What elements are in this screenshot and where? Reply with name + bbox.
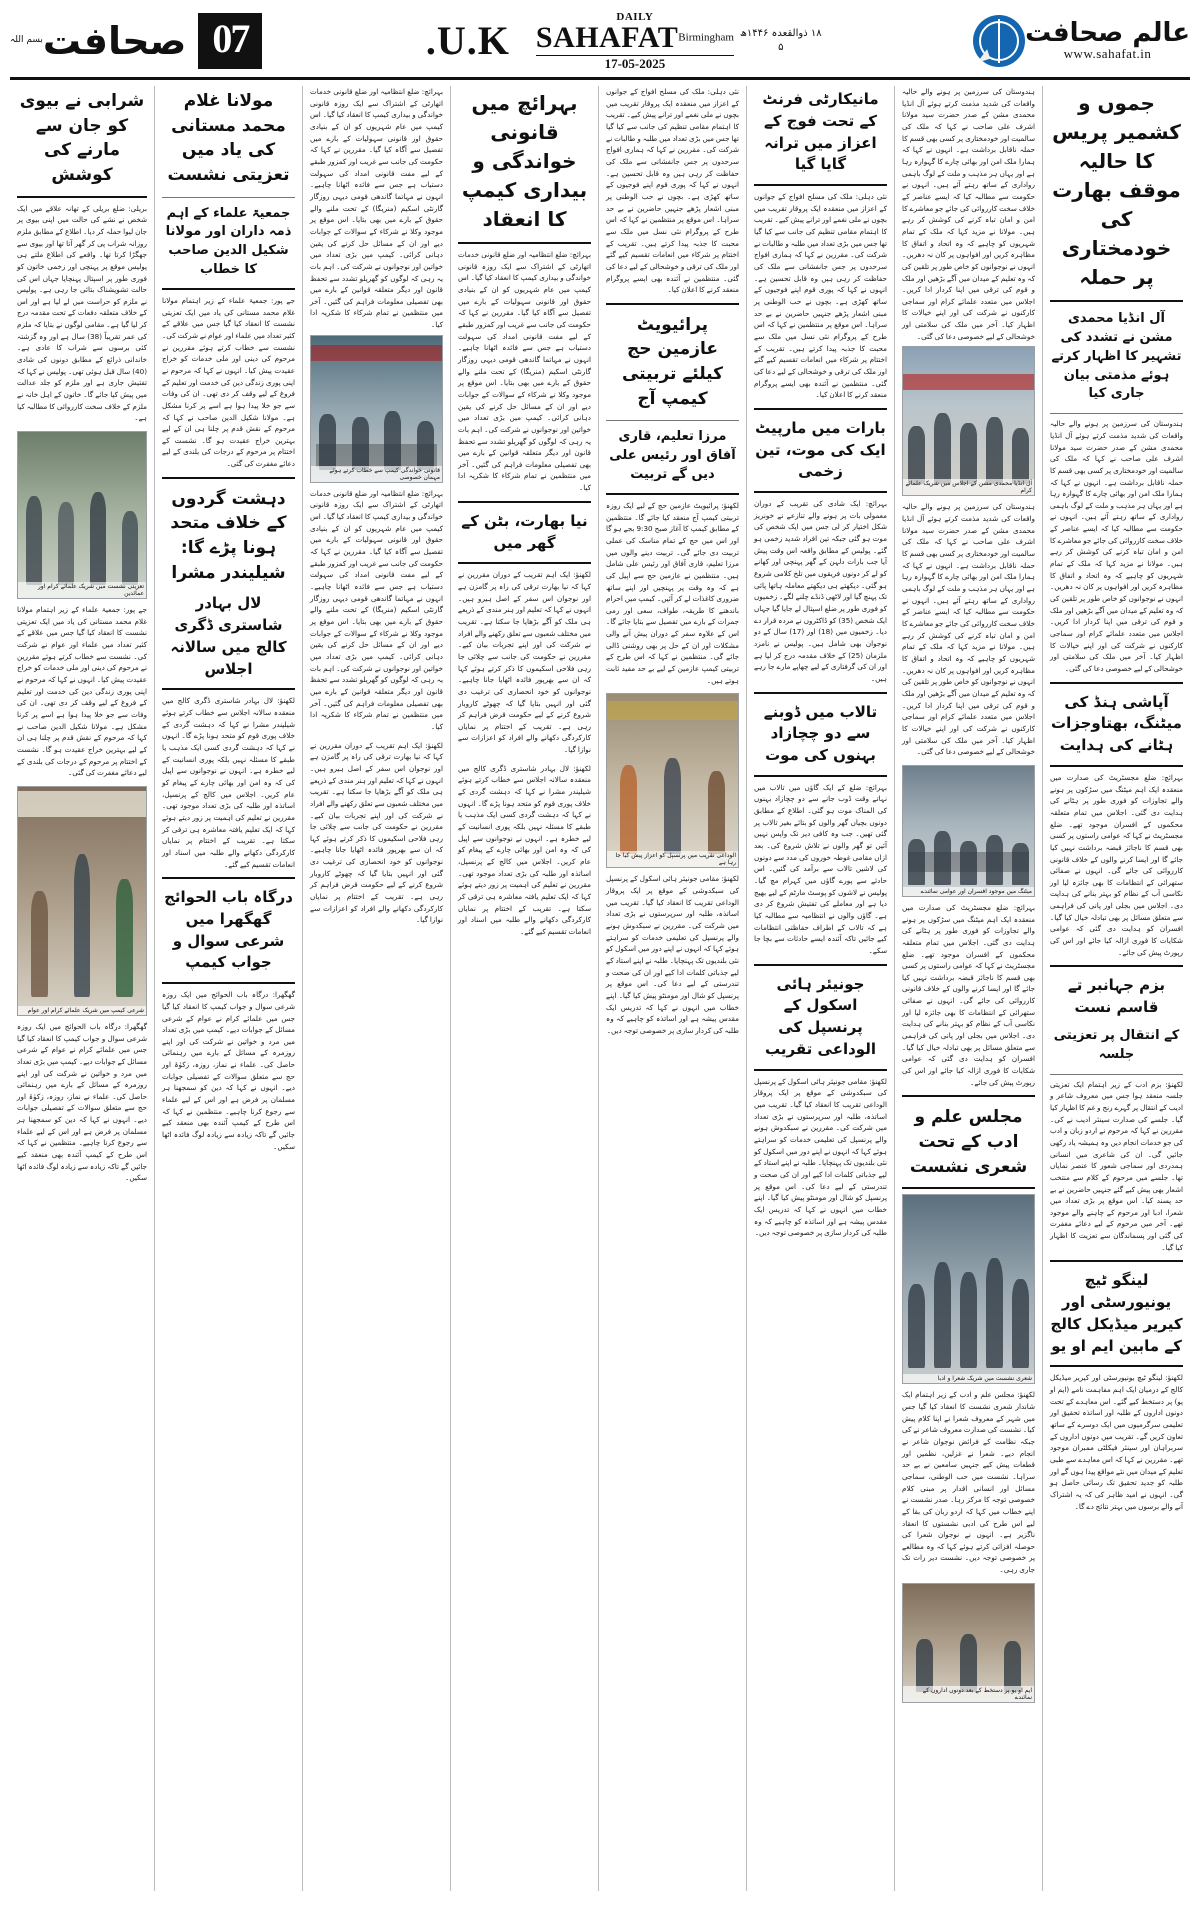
- article-a3-body-cont: بہرائچ: ضلع انتظامیہ اور ضلع قانونی خدمات اتھارٹی کے اشتراک سے ایک روزہ قانونی خواندگی و بیداری کیمپ کا انعقاد کیا گیا۔ اس کیمپ میں عام شہریوں کو ان کے بنیادی حقوق اور قانونی سہولیات کے بارے میں تفصیل سے آگاہ کیا گیا۔ مقررین نے کہا کہ حکومت کی جانب سے غریب اور کمزور طبقے کے لیے مفت قانونی امداد کی سہولت دستیاب ہے جس سے فائدہ اٹھانا چاہیے۔ انہوں نے مہاتما گاندھی قومی دیہی روزگار گارنٹی اسکیم (منریگا) کے تحت ملنے والے حقوق کے بارے میں بھی بتایا۔ اس موقع پر موجود وکلا نے شرکاء کے سوالات کے جوابات دیے اور ان کے مسائل حل کرنے کی یقین دہانی کرائی۔ کیمپ میں بڑی تعداد میں خواتین اور نوجوانوں نے شرکت کی۔ اہم بات یہ رہی کہ لوگوں کو گھریلو تشدد سے تحفظ قانون اور دیگر متعلقہ قوانین کے بارے میں بھی تفصیلی معلومات فراہم کی گئیں۔ آخر میں منتظمین نے تمام شرکاء کا شکریہ ادا کیا۔: [310, 87, 443, 330]
- issue-date: 17-05-2025: [536, 55, 734, 70]
- article-a9-photo-caption: تعزیتی نشست میں شریک علمائے کرام اور عمائدین: [18, 582, 146, 598]
- article-a5-photo-caption: میٹنگ میں موجود افسران اور عوامی نمائندے: [903, 887, 1034, 896]
- article-a6-headline: بارات میں مارپیٹ ایک کی موت، تین زخمی: [755, 418, 886, 481]
- column-5: [450, 86, 598, 1891]
- column-3: [746, 86, 894, 1891]
- article-a12: [754, 692, 887, 957]
- arrow-icon: [974, 49, 990, 63]
- article-a5-body: بہرائچ: ضلع مجسٹریٹ کی صدارت میں منعقدہ ایک اہم میٹنگ میں سڑکوں پر ہونے والے تجاوزات کو فوری طور پر ہٹانے کی ہدایت دی گئی۔ اجلاس میں تمام متعلقہ محکموں کے افسران موجود تھے۔ ضلع مجسٹریٹ نے کہا کہ عوامی راستوں پر کسی بھی قسم کا ناجائز قبضہ برداشت نہیں کیا جائے گا اور ایسا کرنے والوں کے خلاف قانونی کارروائی کی جائے گی۔ انہوں نے صفائی ستھرائی کے انتظامات کا بھی جائزہ لیا اور نکاسی آب کے نظام کو بہتر بنانے کی ہدایت دی۔ اجلاس میں بجلی اور پانی کی فراہمی سے متعلق مسائل پر بھی تبادلہ خیال کیا گیا۔ افسران کو ہدایت دی گئی کہ عوامی شکایات کا فوری ازالہ کیا جائے اور اس کی رپورٹ پیش کی جائے۔: [1050, 772, 1183, 957]
- article-a10: [1050, 965, 1183, 1253]
- website-url[interactable]: www.sahafat.in: [1063, 45, 1152, 61]
- city-label: Birmingham: [678, 31, 734, 44]
- urdu-nameplate-text: صحافت: [42, 18, 187, 63]
- urdu-nameplate: [42, 18, 198, 63]
- article-a14-body-cont: لکھنؤ: مقامی جونیئر ہائی اسکول کے پرنسپل کی سبکدوشی کے موقع پر ایک پروقار الوداعی تقریب کا انعقاد کیا گیا۔ تقریب میں اساتذہ، طلبہ اور سرپرستوں نے بڑی تعداد میں شرکت کی۔ مقررین نے سبکدوش ہونے والے پرنسپل کی تعلیمی خدمات کو سراہتے ہوئے کہا کہ انہوں نے اپنے دور میں اسکول کو نئی بلندیوں تک پہنچایا۔ طلبہ نے اپنے استاد کے لیے جذباتی کلمات ادا کیے اور ان کی صحت و تندرستی کے لیے دعا کی۔ اس موقع پر پرنسپل کو شال اور مومنٹو پیش کیا گیا۔ اپنے خطاب میں انہوں نے کہا کہ تدریس ایک مقدس پیشہ ہے اور اساتذہ کو چاہیے کہ وہ طلبہ کی کردار سازی پر خصوصی توجہ دیں۔: [606, 874, 739, 1035]
- masthead-center: [400, 12, 828, 70]
- article-a9-body-cont: جے پور: جمعیۃ علماء کے زیر اہتمام مولانا غلام محمد مستانی کی یاد میں ایک تعزیتی نشست کا انعقاد کیا گیا جس میں علاقے کے کثیر تعداد میں علماء اور عوام نے شرکت کی۔ نشست سے خطاب کرتے ہوئے مقررین نے مرحوم کی دینی اور ملی خدمات کو خراج عقیدت پیش کیا۔ انہوں نے کہا کہ مرحوم نے اپنی پوری زندگی دین کی خدمت اور تعلیم کے فروغ کے لیے وقف کر دی تھی۔ ان کی وفات سے جو خلا پیدا ہوا ہے اسے پر کرنا مشکل ہے۔ مولانا شکیل الدین صاحب نے کہا کہ مرحوم کے نقش قدم پر چلنا ہی ان کے لیے بہترین خراج عقیدت ہو گا۔ نشست کے اختتام پر مرحوم کے درجات کی بلندی کے لیے دعائے مغفرت کی گئی۔: [17, 605, 147, 778]
- article-a14-photo: [606, 693, 739, 868]
- article-a3-photo: [310, 335, 443, 483]
- article-a3-headline: بہرائچ میں قانونی خواندگی و بیداری کیمپ کا انعقاد: [461, 91, 588, 231]
- article-a14: [754, 964, 887, 1239]
- article-a14-cont: [606, 693, 739, 1036]
- article-a16: [1050, 1260, 1183, 1512]
- article-a4-body: بریلی: ضلع بریلی کے تھانہ علاقے میں ایک شخص نے نشے کی حالت میں اپنی بیوی پر جان لیوا حملہ کر دیا۔ اطلاع کے مطابق ملزم روزانہ شراب پی کر گھر آتا تھا اور بیوی سے جھگڑا کرتا تھا۔ واقعے کی اطلاع ملتے ہی پولیس موقع پر پہنچی اور زخمی خاتون کو فوری طور پر اسپتال پہنچایا جہاں اس کی حالت تشویشناک بتائی جا رہی ہے۔ پولیس نے ملزم کو حراست میں لے لیا ہے اور اس کے خلاف متعلقہ دفعات کے تحت مقدمہ درج کر لیا گیا ہے۔ مقامی لوگوں نے بتایا کہ ملزم کی عمر تقریباً (38) سال ہے اور وہ گزشتہ کئی برسوں سے شراب کا عادی ہے۔ خاندانی ذرائع کے مطابق دونوں کی شادی (40) سال قبل ہوئی تھی۔ پولیس نے کہا کہ تفتیش جاری ہے اور ملزم کو جلد عدالت میں پیش کیا جائے گا۔ خاتون کے اہل خانہ نے ملزم کے خلاف سخت کارروائی کا مطالبہ کیا ہے۔: [17, 203, 147, 423]
- hijri-line-2: ۵: [778, 41, 784, 53]
- hijri-date: [734, 27, 828, 54]
- article-a13-headline: دہشت گردوں کے خلاف متحد ہونا پڑے گا: شیلیندر مشرا: [170, 488, 287, 583]
- article-a16-cont: [902, 1583, 1035, 1703]
- article-a13-subhead: لال بہادر شاستری ڈگری کالج میں سالانہ اجلاس: [170, 594, 287, 678]
- masthead-right: [10, 13, 262, 69]
- article-a6-body: بہرائچ: ایک شادی کی تقریب کے دوران معمولی بات پر ہونے والے تنازعے نے خونریز شکل اختیار کر لی جس میں ایک شخص کی موت ہو گئی جبکہ تین افراد شدید زخمی ہو گئے۔ پولیس کے مطابق واقعہ اس وقت پیش آیا جب بارات دلہن کے گھر پہنچی اور کھانے کو لے کر دونوں فریقوں میں تلخ کلامی شروع ہو گئی۔ دیکھتے ہی دیکھتے معاملہ ہاتھا پائی تک پہنچ گیا اور لاٹھی ڈنڈے چلنے لگے۔ زخمیوں کو فوری طور پر ضلع اسپتال لے جایا گیا جہاں ایک شخص (35) کو ڈاکٹروں نے مردہ قرار دے دیا۔ زخمیوں میں (18) اور (17) سال کے دو نوجوان بھی شامل ہیں۔ پولیس نے نامزد ملزمان (25) کے خلاف مقدمہ درج کر لیا ہے اور ان کی گرفتاری کے لیے چھاپے مارے جا رہے ہیں۔: [754, 499, 887, 683]
- article-a3: [458, 86, 591, 494]
- article-a16-photo: [902, 1583, 1035, 1703]
- article-a12-headline: تالاب میں ڈوبنے سے دو چچازاد بہنوں کی موت: [763, 702, 878, 765]
- article-a3-cont: [310, 86, 443, 733]
- brand-arabic: عالم صحافت: [1025, 17, 1190, 48]
- article-a13-cont: [458, 763, 591, 938]
- article-a15-photo: [17, 786, 147, 1016]
- article-a1-subhead: آل انڈیا محمدی مشن نے تشدد کی تشہیر کا اظہار کرتے ہوئے مذمتی بیان جاری کیا: [1051, 311, 1182, 402]
- article-a8: [458, 501, 591, 756]
- article-a4: [17, 86, 147, 424]
- article-a15-cont: [17, 786, 147, 1184]
- article-a16-headline: لینگو ٹیچ یونیورسٹی اور کیریر میڈیکل کالج کے مابین ایم او یو: [1050, 1271, 1183, 1355]
- photo-figures: [903, 404, 1034, 484]
- article-a10-body: لکھنؤ: بزم ادب کے زیر اہتمام ایک تعزیتی جلسہ منعقد ہوا جس میں معروف شاعر و ادیب کے انتقال پر گہرے رنج و غم کا اظہار کیا گیا۔ جلسے کی صدارت سینئر ادیب نے کی۔ مقررین نے کہا کہ مرحوم نے اردو زبان و ادب کی جو خدمات انجام دیں وہ ہمیشہ یاد رکھی جائیں گی۔ ان کی شاعری میں انسانی ہمدردی اور سماجی شعور کا عنصر نمایاں تھا۔ جلسے میں مرحوم کے کلام سے منتخب اشعار بھی پیش کیے گئے جنہیں حاضرین نے بے حد پسند کیا۔ اس موقع پر بڑی تعداد میں شعرا، ادبا اور مرحوم کے چاہنے والے موجود تھے۔ آخر میں مرحوم کے لیے دعائے مغفرت کی گئی اور پسماندگان سے تعزیت کا اظہار کیا گیا۔: [1050, 1079, 1183, 1252]
- article-a16-photo-caption: ایم او یو پر دستخط کے بعد دونوں اداروں کے نمائندے: [903, 1686, 1034, 1702]
- article-a11: [902, 1095, 1035, 1575]
- daily-label: DAILY: [616, 10, 654, 23]
- article-a7-subhead: مرزا تعلیم، قاری آفاق اور رئیس علی دیں گے تربیت: [609, 429, 736, 483]
- article-a3-body: بہرائچ: ضلع انتظامیہ اور ضلع قانونی خدمات اتھارٹی کے اشتراک سے ایک روزہ قانونی خواندگی و بیداری کیمپ کا انعقاد کیا گیا۔ اس کیمپ میں عام شہریوں کو ان کے بنیادی حقوق اور قانونی سہولیات کے بارے میں تفصیل سے آگاہ کیا گیا۔ مقررین نے کہا کہ حکومت کی جانب سے غریب اور کمزور طبقے کے لیے مفت قانونی امداد کی سہولت دستیاب ہے جس سے فائدہ اٹھانا چاہیے۔ انہوں نے مہاتما گاندھی قومی دیہی روزگار گارنٹی اسکیم (منریگا) کے تحت ملنے والے حقوق کے بارے میں بھی بتایا۔ اس موقع پر موجود وکلا نے شرکاء کے سوالات کے جوابات دیے اور ان کے مسائل حل کرنے کی یقین دہانی کرائی۔ کیمپ میں بڑی تعداد میں خواتین اور نوجوانوں نے شرکت کی۔ اہم بات یہ رہی کہ لوگوں کو گھریلو تشدد سے تحفظ قانون اور دیگر متعلقہ قوانین کے بارے میں بھی تفصیلی معلومات فراہم کی گئیں۔ آخر میں منتظمین نے تمام شرکاء کا شکریہ ادا کیا۔: [458, 250, 591, 493]
- article-a2-headline: مانیکارٹی فرنٹ کے تحت فوج کے اعزاز میں ترانہ گایا گیا: [762, 90, 879, 174]
- article-a9-headline: مولانا غلام محمد مستانی کی یاد میں تعزیتی نشست: [167, 91, 290, 185]
- masthead: [10, 8, 1190, 80]
- article-a15-body-cont: گھگھرا: درگاہ باب الحوائج میں ایک روزہ شرعی سوال و جواب کیمپ کا انعقاد کیا گیا جس میں علمائے کرام نے عوام کے شرعی مسائل کے جوابات دیے۔ کیمپ میں بڑی تعداد میں مرد و خواتین نے شرکت کی اور اپنے روزمرہ کے مسائل کے بارے میں رہنمائی حاصل کی۔ علماء نے نماز، روزہ، زکوٰۃ اور حج سے متعلق سوالات کے تفصیلی جوابات دیے۔ انہوں نے کہا کہ دین کو سمجھنا ہر مسلمان پر فرض ہے اور اس کے لیے علماء سے رجوع کرنا چاہیے۔ منتظمین نے کہا کہ اس طرح کے کیمپ آئندہ بھی منعقد کیے جائیں گے تاکہ زیادہ سے زیادہ لوگ فائدہ اٹھا سکیں۔: [17, 1021, 147, 1183]
- article-a8-body: لکھنؤ: ایک اہم تقریب کے دوران مقررین نے کہا کہ نیا بھارت ترقی کی راہ پر گامزن ہے اور نوجوان اس سفر کے اصل ہیرو ہیں۔ انہوں نے کہا کہ تعلیم اور ہنر مندی کے ذریعے ہی ملک کو آگے بڑھایا جا سکتا ہے۔ تقریب میں مختلف شعبوں سے تعلق رکھنے والے افراد نے شرکت کی اور اپنے تجربات بیان کیے۔ مقررین نے حکومت کی جانب سے چلائی جا رہی فلاحی اسکیموں کا ذکر کرتے ہوئے کہا کہ ان سے بھرپور فائدہ اٹھایا جانا چاہیے۔ نوجوانوں کو خود انحصاری کی ترغیب دی گئی اور انہیں بتایا گیا کہ چھوٹے کاروبار شروع کرنے کے لیے حکومت قرض فراہم کر رہی ہے۔ تقریب کے اختتام پر نمایاں کارکردگی دکھانے والے افراد کو اعزازات سے نوازا گیا۔: [458, 570, 591, 755]
- daily-sahafat-logo: [536, 12, 734, 70]
- article-a15-headline: درگاہ باب الحوائج گھگھرا میں شرعی سوال و جواب کیمپ: [164, 888, 293, 972]
- article-a1-photo-caption: آل انڈیا محمدی مشن کے اجلاس میں شریک علمائے کرام: [903, 479, 1034, 495]
- article-a11-headline: مجلس علم و ادب کے تحت شعری نشست: [909, 1107, 1028, 1177]
- column-2: [894, 86, 1042, 1891]
- brand-block: [1025, 17, 1190, 62]
- article-a13: [162, 477, 295, 870]
- article-a15-photo-caption: شرعی کیمپ میں شریک علمائے کرام اور عوام: [18, 1006, 146, 1015]
- article-a1: [1050, 86, 1183, 675]
- article-a1-headline: جموں و کشمیر پریس کا حالیہ موقف بھارت کی خودمختاری پر حملہ: [1052, 91, 1181, 289]
- article-a10-subhead: کے انتقال پر تعزیتی جلسہ: [1053, 1027, 1180, 1062]
- article-a10-headline: بزم جہانبر تے قاسم نست: [1067, 976, 1166, 1017]
- masthead-left: [965, 15, 1190, 67]
- article-a1-photo: [902, 346, 1035, 496]
- article-a5-body-cont: بہرائچ: ضلع مجسٹریٹ کی صدارت میں منعقدہ ایک اہم میٹنگ میں سڑکوں پر ہونے والے تجاوزات کو فوری طور پر ہٹانے کی ہدایت دی گئی۔ اجلاس میں تمام متعلقہ محکموں کے افسران موجود تھے۔ ضلع مجسٹریٹ نے کہا کہ عوامی راستوں پر کسی بھی قسم کا ناجائز قبضہ برداشت نہیں کیا جائے گا اور ایسا کرنے والوں کے خلاف قانونی کارروائی کی جائے گی۔ انہوں نے صفائی ستھرائی کے انتظامات کا بھی جائزہ لیا اور نکاسی آب کے نظام کو بہتر بنانے کی ہدایت دی۔ اجلاس میں بجلی اور پانی کی فراہمی سے متعلق مسائل پر بھی تبادلہ خیال کیا گیا۔ افسران کو ہدایت دی گئی کہ عوامی شکایات کا فوری ازالہ کیا جائے اور اس کی رپورٹ پیش کی جائے۔: [902, 902, 1035, 1087]
- article-a1-body-cont: ہندوستان کی سرزمین پر ہونے والے حالیہ واقعات کی شدید مذمت کرتے ہوئے آل انڈیا محمدی مشن کے صدر حضرت سید مولانا اشرف علی صاحب نے کہا کہ ملک کی سالمیت اور خودمختاری پر کسی بھی قسم کا حملہ ناقابل برداشت ہے۔ انہوں نے کہا کہ ہمارا ملک امن اور بھائی چارے کا گہوارہ رہا ہے اور یہاں ہر مذہب و ملت کے لوگ باہمی رواداری کے ساتھ رہتے آئے ہیں۔ انہوں نے حکومت سے مطالبہ کیا کہ ایسے عناصر کے خلاف سخت کارروائی کی جائے جو معاشرے کا امن و امان تباہ کرنے کی کوشش کر رہے ہیں۔ مولانا نے مزید کہا کہ ملک کے تمام شہریوں کو چاہیے کہ وہ اتحاد و اتفاق کا مظاہرہ کریں اور افواہوں پر کان نہ دھریں۔ انہوں نے نوجوانوں کو خاص طور پر تلقین کی کہ وہ تعلیم کے میدان میں آگے بڑھیں اور ملک و قوم کی ترقی میں اپنا کردار ادا کریں۔ اجلاس میں متعدد علمائے کرام اور سماجی کارکنوں نے شرکت کی اور اپنے خیالات کا اظہار کیا۔ آخر میں ملک کی سلامتی اور خوشحالی کے لیے خصوصی دعا کی گئی۔: [902, 87, 1035, 341]
- article-a5-photo: [902, 765, 1035, 897]
- article-a8-body-cont: لکھنؤ: ایک اہم تقریب کے دوران مقررین نے کہا کہ نیا بھارت ترقی کی راہ پر گامزن ہے اور نوجوان اس سفر کے اصل ہیرو ہیں۔ انہوں نے کہا کہ تعلیم اور ہنر مندی کے ذریعے ہی ملک کو آگے بڑھایا جا سکتا ہے۔ تقریب میں مختلف شعبوں سے تعلق رکھنے والے افراد نے شرکت کی اور اپنے تجربات بیان کیے۔ مقررین نے حکومت کی جانب سے چلائی جا رہی فلاحی اسکیموں کا ذکر کرتے ہوئے کہا کہ ان سے بھرپور فائدہ اٹھایا جانا چاہیے۔ نوجوانوں کو خود انحصاری کی ترغیب دی گئی اور انہیں بتایا گیا کہ چھوٹے کاروبار شروع کرنے کے لیے حکومت قرض فراہم کر رہی ہے۔ تقریب کے اختتام پر نمایاں کارکردگی دکھانے والے افراد کو اعزازات سے نوازا گیا۔: [310, 740, 443, 925]
- column-7: [154, 86, 302, 1891]
- article-a1-cont: [902, 86, 1035, 758]
- article-a9-subhead: جمعیۃ علماء کے اہم ذمہ داران اور مولانا شکیل الدین صاحب کا خطاب: [165, 205, 292, 278]
- article-a9-cont: [17, 431, 147, 779]
- column-8: [10, 86, 154, 1891]
- article-a16-body: لکھنؤ: لینگو ٹیچ یونیورسٹی اور کیریر میڈیکل کالج کے درمیان ایک اہم مفاہمت نامے (ایم او یو) پر دستخط کیے گئے۔ اس معاہدے کے تحت دونوں اداروں کے طلبہ اور اساتذہ تحقیق اور تعلیمی سرگرمیوں میں ایک دوسرے کے ساتھ تعاون کریں گے۔ تقریب میں دونوں اداروں کے سربراہان اور سینئر فیکلٹی ممبران موجود تھے۔ مقررین نے کہا کہ اس معاہدے سے طبی تعلیم کے میدان میں نئے مواقع پیدا ہوں گے اور طلبہ کو جدید تحقیق تک رسائی حاصل ہو گی۔ انہوں نے امید ظاہر کی کہ یہ اشتراک آنے والے برسوں میں بہتر نتائج دے گا۔: [1050, 1373, 1183, 1511]
- section-title: U.K.: [425, 18, 510, 63]
- article-a9-photo: [17, 431, 147, 599]
- article-a8-cont: [310, 740, 443, 927]
- article-a7-headline: پرائیویٹ عازمین حج کیلئے تربیتی کیمپ آج: [621, 314, 723, 409]
- article-a5-headline: آپاشی ہنڈ کی میٹنگ، بھتاوجزات ہٹانے کی ہدایت: [1051, 692, 1182, 755]
- page-number: 07: [198, 13, 262, 69]
- article-a11-photo-caption: شعری نشست میں شریک شعرا و ادبا: [903, 1374, 1034, 1383]
- article-a2: [754, 86, 887, 401]
- article-a9: [162, 86, 295, 470]
- article-a4-headline: شرابی نے بیوی کو جان سے مارنے کی کوشش: [19, 91, 145, 185]
- article-a14-headline: جونیئر ہائی اسکول کے پرنسپل کی الوداعی تقریب: [765, 974, 876, 1058]
- column-4: [598, 86, 746, 1891]
- hijri-line-1: ۱۸ ذوالقعدہ ۱۴۴۶ھ: [739, 28, 822, 39]
- column-1: [1042, 86, 1190, 1891]
- article-a5: [1050, 682, 1183, 959]
- article-a1-body: ہندوستان کی سرزمین پر ہونے والے حالیہ واقعات کی شدید مذمت کرتے ہوئے آل انڈیا محمدی مشن کے صدر حضرت سید مولانا اشرف علی صاحب نے کہا کہ ملک کی سالمیت اور خودمختاری پر کسی بھی قسم کا حملہ ناقابل برداشت ہے۔ انہوں نے کہا کہ ہمارا ملک امن اور بھائی چارے کا گہوارہ رہا ہے اور یہاں ہر مذہب و ملت کے لوگ باہمی رواداری کے ساتھ رہتے آئے ہیں۔ انہوں نے حکومت سے مطالبہ کیا کہ ایسے عناصر کے خلاف سخت کارروائی کی جائے جو معاشرے کا امن و امان تباہ کرنے کی کوشش کر رہے ہیں۔ مولانا نے مزید کہا کہ ملک کے تمام شہریوں کو چاہیے کہ وہ اتحاد و اتفاق کا مظاہرہ کریں اور افواہوں پر کان نہ دھریں۔ انہوں نے نوجوانوں کو خاص طور پر تلقین کی کہ وہ تعلیم کے میدان میں آگے بڑھیں اور ملک و قوم کی ترقی میں اپنا کردار ادا کریں۔ اجلاس میں متعدد علمائے کرام اور سماجی کارکنوں نے شرکت کی اور اپنے خیالات کا اظہار کیا۔ آخر میں ملک کی سلامتی اور خوشحالی کے لیے خصوصی دعا کی گئی۔: [1050, 419, 1183, 673]
- article-a13-body: لکھنؤ: لال بہادر شاستری ڈگری کالج میں منعقدہ سالانہ اجلاس سے خطاب کرتے ہوئے شیلیندر مشرا نے کہا کہ دہشت گردی کے خلاف پوری قوم کو متحد ہونا پڑے گا۔ انہوں نے کہا کہ دہشت گردی کسی ایک مذہب یا طبقے کا مسئلہ نہیں بلکہ پوری انسانیت کے لیے خطرہ ہے۔ انہوں نے نوجوانوں سے اپیل کی کہ وہ امن اور بھائی چارے کے پیغام کو عام کریں۔ اجلاس میں کالج کے پرنسپل، اساتذہ اور طلبہ کی بڑی تعداد موجود تھی۔ مقررین نے تعلیم کی اہمیت پر زور دیتے ہوئے کہا کہ ایک تعلیم یافتہ معاشرہ ہی ترقی کر سکتا ہے۔ تقریب کے اختتام پر نمایاں کارکردگی دکھانے والے طلبہ میں اسناد اور انعامات تقسیم کیے گئے۔: [162, 696, 295, 869]
- article-a9-body: جے پور: جمعیۃ علماء کے زیر اہتمام مولانا غلام محمد مستانی کی یاد میں ایک تعزیتی نشست کا انعقاد کیا گیا جس میں علاقے کے کثیر تعداد میں علماء اور عوام نے شرکت کی۔ نشست سے خطاب کرتے ہوئے مقررین نے مرحوم کی دینی اور ملی خدمات کو خراج عقیدت پیش کیا۔ انہوں نے کہا کہ مرحوم نے اپنی پوری زندگی دین کی خدمت اور تعلیم کے فروغ کے لیے وقف کر دی تھی۔ ان کی وفات سے جو خلا پیدا ہوا ہے اسے پر کرنا مشکل ہے۔ مولانا شکیل الدین صاحب نے کہا کہ مرحوم کے نقش قدم پر چلنا ہی ان کے لیے بہترین خراج عقیدت ہو گا۔ نشست کے اختتام پر مرحوم کے درجات کی بلندی کے لیے دعائے مغفرت کی گئی۔: [162, 295, 295, 469]
- globe-icon: [973, 15, 1025, 67]
- urdu-nameplate-sub: بسم اللہ: [10, 34, 43, 45]
- article-a14-body: لکھنؤ: مقامی جونیئر ہائی اسکول کے پرنسپل کی سبکدوشی کے موقع پر ایک پروقار الوداعی تقریب کا انعقاد کیا گیا۔ تقریب میں اساتذہ، طلبہ اور سرپرستوں نے بڑی تعداد میں شرکت کی۔ مقررین نے سبکدوش ہونے والے پرنسپل کی تعلیمی خدمات کو سراہتے ہوئے کہا کہ انہوں نے اپنے دور میں اسکول کو نئی بلندیوں تک پہنچایا۔ طلبہ نے اپنے استاد کے لیے جذباتی کلمات ادا کیے اور ان کی صحت و تندرستی کے لیے دعا کی۔ اس موقع پر پرنسپل کو شال اور مومنٹو پیش کیا گیا۔ اپنے خطاب میں انہوں نے کہا کہ تدریس ایک مقدس پیشہ ہے اور اساتذہ کو چاہیے کہ وہ طلبہ کی کردار سازی پر خصوصی توجہ دیں۔: [754, 1076, 887, 1238]
- article-a6: [754, 408, 887, 685]
- article-a13-body-cont: لکھنؤ: لال بہادر شاستری ڈگری کالج میں منعقدہ سالانہ اجلاس سے خطاب کرتے ہوئے شیلیندر مشرا نے کہا کہ دہشت گردی کے خلاف پوری قوم کو متحد ہونا پڑے گا۔ انہوں نے کہا کہ دہشت گردی کسی ایک مذہب یا طبقے کا مسئلہ نہیں بلکہ پوری انسانیت کے لیے خطرہ ہے۔ انہوں نے نوجوانوں سے اپیل کی کہ وہ امن اور بھائی چارے کے پیغام کو عام کریں۔ اجلاس میں کالج کے پرنسپل، اساتذہ اور طلبہ کی بڑی تعداد موجود تھی۔ مقررین نے تعلیم کی اہمیت پر زور دیتے ہوئے کہا کہ ایک تعلیم یافتہ معاشرہ ہی ترقی کر سکتا ہے۔ تقریب کے اختتام پر نمایاں کارکردگی دکھانے والے طلبہ میں اسناد اور انعامات تقسیم کیے گئے۔: [458, 763, 591, 936]
- article-a2-body: نئی دہلی: ملک کی مسلح افواج کے جوانوں کے اعزاز میں منعقدہ ایک پروقار تقریب میں بچوں نے ملی نغمے اور ترانے پیش کیے۔ تقریب کا اہتمام مقامی تنظیم کی جانب سے کیا گیا تھا جس میں بڑی تعداد میں طلبہ و طالبات نے شرکت کی۔ مقررین نے کہا کہ ہماری افواج سرحدوں پر جس جانفشانی سے ملک کی حفاظت کر رہی ہیں وہ قابل تحسین ہے۔ انہوں نے کہا کہ پوری قوم اپنے فوجیوں کے ساتھ کھڑی ہے۔ بچوں نے حب الوطنی پر مبنی اشعار پڑھے جنہیں حاضرین نے بے حد سراہا۔ اس موقع پر منتظمین نے کہا کہ اس طرح کے پروگرام نئی نسل میں ملک سے محبت کا جذبہ پیدا کرتے ہیں۔ تقریب کے اختتام پر شرکاء میں انعامات تقسیم کیے گئے اور ملک کی ترقی و خوشحالی کے لیے دعا کی گئی۔ منتظمین نے آئندہ بھی ایسے پروگرام منعقد کرنے کا اعلان کیا۔: [754, 192, 887, 400]
- article-a11-body: لکھنؤ: مجلس علم و ادب کے زیر اہتمام ایک شاندار شعری نشست کا انعقاد کیا گیا جس میں شہر کے معروف شعرا نے اپنا کلام پیش کیا۔ نشست کی صدارت معروف شاعر نے کی جبکہ نظامت کے فرائض نوجوان شاعر نے انجام دیے۔ شعرا نے غزلیں، نظمیں اور قطعات پیش کیے جنہیں سامعین نے بے حد سراہا۔ نشست میں حب الوطنی، سماجی مسائل اور انسانی اقدار پر مبنی کلام خصوصی توجہ کا مرکز رہا۔ صدر نشست نے اپنے خطاب میں کہا کہ اردو زبان کی بقا کے لیے اس طرح کی ادبی نشستوں کا انعقاد ناگزیر ہے۔ انہوں نے نوجوان شعرا کی حوصلہ افزائی کرتے ہوئے کہا کہ وہ مطالعے پر خصوصی توجہ دیں۔ نشست دیر رات تک جاری رہی۔: [902, 1390, 1035, 1575]
- article-a15: [162, 877, 295, 1152]
- column-6: [302, 86, 450, 1891]
- article-a2-body-cont: نئی دہلی: ملک کی مسلح افواج کے جوانوں کے اعزاز میں منعقدہ ایک پروقار تقریب میں بچوں نے ملی نغمے اور ترانے پیش کیے۔ تقریب کا اہتمام مقامی تنظیم کی جانب سے کیا گیا تھا جس میں بڑی تعداد میں طلبہ و طالبات نے شرکت کی۔ مقررین نے کہا کہ ہماری افواج سرحدوں پر جس جانفشانی سے ملک کی حفاظت کر رہی ہیں وہ قابل تحسین ہے۔ انہوں نے کہا کہ پوری قوم اپنے فوجیوں کے ساتھ کھڑی ہے۔ بچوں نے حب الوطنی پر مبنی اشعار پڑھے جنہیں حاضرین نے بے حد سراہا۔ اس موقع پر منتظمین نے کہا کہ اس طرح کے پروگرام نئی نسل میں ملک سے محبت کا جذبہ پیدا کرتے ہیں۔ تقریب کے اختتام پر شرکاء میں انعامات تقسیم کیے گئے اور ملک کی ترقی و خوشحالی کے لیے دعا کی گئی۔ منتظمین نے آئندہ بھی ایسے پروگرام منعقد کرنے کا اعلان کیا۔: [606, 87, 739, 295]
- article-a8-headline: نیا بھارت، بٹن کے گھر میں: [461, 511, 588, 552]
- sahafat-label: SAHAFAT: [535, 20, 679, 54]
- article-a2-cont: [606, 86, 739, 296]
- article-a7-body: لکھنؤ: پرائیویٹ عازمین حج کے لیے ایک روزہ تربیتی کیمپ آج منعقد کیا جائے گا۔ منتظمین کے مطابق کیمپ کا آغاز صبح 9:30 بجے ہو گا اور اس میں حج کے تمام مناسک کی عملی تربیت دی جائے گی۔ تربیت دینے والوں میں مرزا تعلیم، قاری آفاق اور رئیس علی شامل ہیں۔ منتظمین نے عازمین حج سے اپیل کی ہے کہ وہ وقت پر پہنچیں اور اپنے ساتھ ضروری کاغذات لے کر آئیں۔ کیمپ میں احرام باندھنے کا طریقہ، طواف، سعی اور رمی جمرات کے بارے میں تفصیل سے بتایا جائے گا۔ اس کے علاوہ سفر کے دوران پیش آنے والی مشکلات اور ان کے حل پر بھی روشنی ڈالی جائے گی۔ منتظمین نے کہا کہ اس طرح کے تربیتی کیمپ عازمین کے لیے بے حد مفید ثابت ہوتے ہیں۔: [606, 500, 740, 685]
- article-a3-body-cont2: بہرائچ: ضلع انتظامیہ اور ضلع قانونی خدمات اتھارٹی کے اشتراک سے ایک روزہ قانونی خواندگی و بیداری کیمپ کا انعقاد کیا گیا۔ اس کیمپ میں عام شہریوں کو ان کے بنیادی حقوق اور قانونی سہولیات کے بارے میں تفصیل سے آگاہ کیا گیا۔ مقررین نے کہا کہ حکومت کی جانب سے غریب اور کمزور طبقے کے لیے مفت قانونی امداد کی سہولت دستیاب ہے جس سے فائدہ اٹھانا چاہیے۔ انہوں نے مہاتما گاندھی قومی دیہی روزگار گارنٹی اسکیم (منریگا) کے تحت ملنے والے حقوق کے بارے میں بھی بتایا۔ اس موقع پر موجود وکلا نے شرکاء کے سوالات کے جوابات دیے اور ان کے مسائل حل کرنے کی یقین دہانی کرائی۔ کیمپ میں بڑی تعداد میں خواتین اور نوجوانوں نے شرکت کی۔ اہم بات یہ رہی کہ لوگوں کو گھریلو تشدد سے تحفظ قانون اور دیگر متعلقہ قوانین کے بارے میں بھی تفصیلی معلومات فراہم کی گئیں۔ آخر میں منتظمین نے تمام شرکاء کا شکریہ ادا کیا۔: [310, 488, 443, 731]
- article-a11-photo: [902, 1194, 1035, 1384]
- article-a1-body-cont2: ہندوستان کی سرزمین پر ہونے والے حالیہ واقعات کی شدید مذمت کرتے ہوئے آل انڈیا محمدی مشن کے صدر حضرت سید مولانا اشرف علی صاحب نے کہا کہ ملک کی سالمیت اور خودمختاری پر کسی بھی قسم کا حملہ ناقابل برداشت ہے۔ انہوں نے کہا کہ ہمارا ملک امن اور بھائی چارے کا گہوارہ رہا ہے اور یہاں ہر مذہب و ملت کے لوگ باہمی رواداری کے ساتھ رہتے آئے ہیں۔ انہوں نے حکومت سے مطالبہ کیا کہ ایسے عناصر کے خلاف سخت کارروائی کی جائے جو معاشرے کا امن و امان تباہ کرنے کی کوشش کر رہے ہیں۔ مولانا نے مزید کہا کہ ملک کے تمام شہریوں کو چاہیے کہ وہ اتحاد و اتفاق کا مظاہرہ کریں اور افواہوں پر کان نہ دھریں۔ انہوں نے نوجوانوں کو خاص طور پر تلقین کی کہ وہ تعلیم کے میدان میں آگے بڑھیں اور ملک و قوم کی ترقی میں اپنا کردار ادا کریں۔ اجلاس میں متعدد علمائے کرام اور سماجی کارکنوں نے شرکت کی اور اپنے خیالات کا اظہار کیا۔ آخر میں ملک کی سلامتی اور خوشحالی کے لیے خصوصی دعا کی گئی۔: [902, 502, 1035, 757]
- article-a15-body: گھگھرا: درگاہ باب الحوائج میں ایک روزہ شرعی سوال و جواب کیمپ کا انعقاد کیا گیا جس میں علمائے کرام نے عوام کے شرعی مسائل کے جوابات دیے۔ کیمپ میں بڑی تعداد میں مرد و خواتین نے شرکت کی اور اپنے روزمرہ کے مسائل کے بارے میں رہنمائی حاصل کی۔ علماء نے نماز، روزہ، زکوٰۃ اور حج سے متعلق سوالات کے تفصیلی جوابات دیے۔ انہوں نے کہا کہ دین کو سمجھنا ہر مسلمان پر فرض ہے اور اس کے لیے علماء سے رجوع کرنا چاہیے۔ منتظمین نے کہا کہ اس طرح کے کیمپ آئندہ بھی منعقد کیے جائیں گے تاکہ زیادہ سے زیادہ لوگ فائدہ اٹھا سکیں۔: [162, 990, 295, 1151]
- article-a12-body: بہرائچ: ضلع کے ایک گاؤں میں تالاب میں نہاتے وقت ڈوب جانے سے دو چچازاد بہنوں کی المناک موت ہو گئی۔ اطلاع کے مطابق دونوں بچیاں گھر والوں کو بتائے بغیر تالاب پر گئی تھیں۔ جب وہ کافی دیر تک واپس نہیں آئیں تو گھر والوں نے تلاش شروع کی۔ بعد ازاں مقامی غوطہ خوروں کی مدد سے دونوں کی لاشیں تالاب سے برآمد کی گئیں۔ اس حادثے سے پورے گاؤں میں کہرام مچ گیا۔ پولیس نے لاشوں کو پوسٹ مارٹم کے لیے بھیج دیا ہے اور معاملے کی تفتیش شروع کر دی ہے۔ گاؤں والوں نے انتظامیہ سے مطالبہ کیا ہے کہ تالاب کے اطراف حفاظتی انتظامات کیے جائیں تاکہ آئندہ ایسے حادثات سے بچا جا سکے۔: [754, 782, 887, 955]
- page-columns: [10, 86, 1190, 1891]
- article-a7: [606, 303, 739, 687]
- article-a5-cont: [902, 765, 1035, 1089]
- article-a14-photo-caption: الوداعی تقریب میں پرنسپل کو اعزاز پیش کیا جا رہا ہے: [607, 851, 738, 867]
- article-a3-photo-caption: قانونی خواندگی کیمپ سے خطاب کرتے ہوئے مہمان خصوصی: [311, 466, 442, 482]
